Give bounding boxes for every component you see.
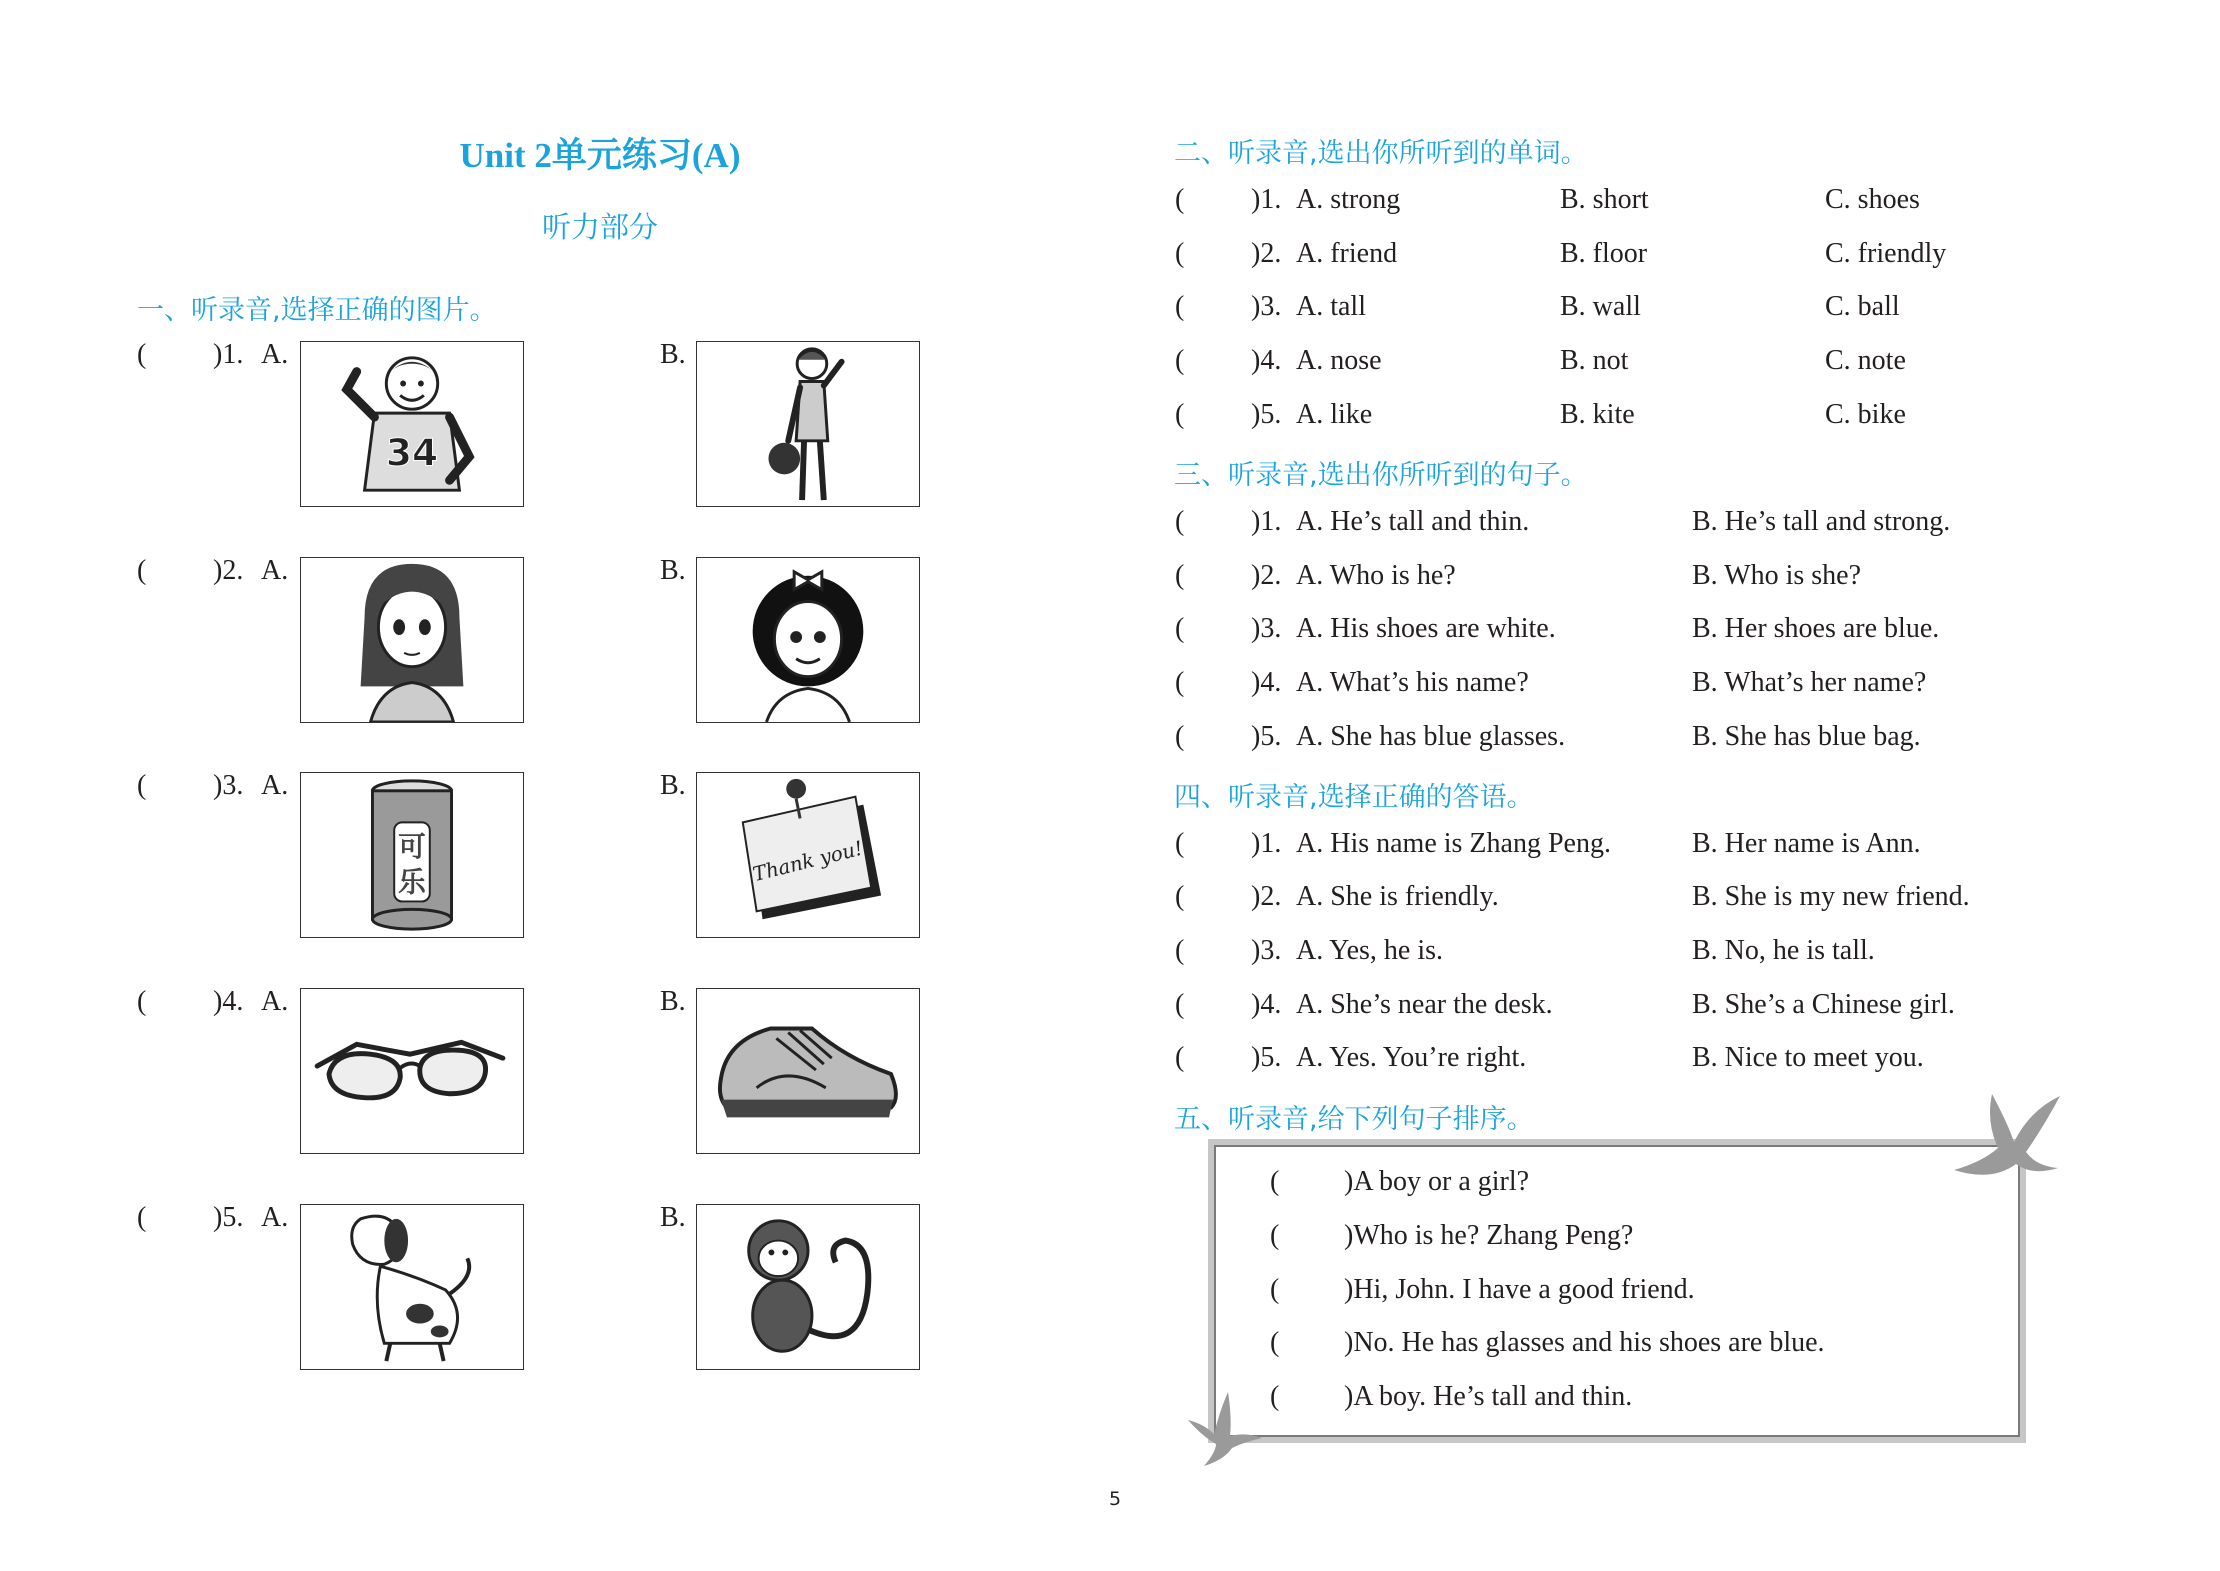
girl-long-hair-picture bbox=[301, 558, 523, 722]
picture-cola-can[interactable] bbox=[300, 772, 524, 938]
answer-blank-open: ( bbox=[1175, 935, 1185, 966]
page-subtitle: 听力部分 bbox=[541, 210, 658, 244]
answer-blank-open: ( bbox=[1175, 881, 1185, 912]
answer-blank-open: ( bbox=[1175, 238, 1185, 269]
answer-blank-open: ( bbox=[1270, 1381, 1280, 1412]
question-number: )5. bbox=[1251, 1042, 1282, 1073]
option-a: A. strong bbox=[1296, 184, 1401, 215]
option-b: B. not bbox=[1560, 345, 1629, 376]
dog-picture bbox=[301, 1205, 523, 1369]
answer-blank-open: ( bbox=[1175, 1042, 1185, 1073]
option-a: A. What’s his name? bbox=[1296, 667, 1529, 698]
answer-blank-open: ( bbox=[1175, 721, 1185, 752]
picture-boy-jersey[interactable] bbox=[300, 341, 524, 507]
monkey-picture bbox=[697, 1205, 919, 1369]
option-b-label: B. bbox=[660, 1202, 686, 1233]
ordering-sentence: )Who is he? Zhang Peng? bbox=[1344, 1220, 1634, 1251]
option-b: B. She’s a Chinese girl. bbox=[1692, 989, 1955, 1020]
option-a: A. Who is he? bbox=[1296, 560, 1456, 591]
answer-blank-open: ( bbox=[137, 555, 147, 586]
option-a-label: A. bbox=[261, 986, 289, 1017]
option-a: A. She’s near the desk. bbox=[1296, 989, 1553, 1020]
question-number: )1. bbox=[213, 339, 244, 370]
question-number: )5. bbox=[1251, 399, 1282, 430]
bird-icon bbox=[1184, 1390, 1264, 1470]
answer-blank-open: ( bbox=[137, 1202, 147, 1233]
option-b: B. wall bbox=[1560, 291, 1641, 322]
answer-blank-open: ( bbox=[1175, 345, 1185, 376]
answer-blank-open: ( bbox=[137, 986, 147, 1017]
option-a: A. friend bbox=[1296, 238, 1398, 269]
option-c: C. friendly bbox=[1825, 238, 1947, 269]
option-b-label: B. bbox=[660, 770, 686, 801]
section3-heading: 三、听录音,选出你所听到的句子。 bbox=[1174, 460, 1588, 491]
ordering-sentence: )A boy or a girl? bbox=[1344, 1166, 1530, 1197]
glasses-picture bbox=[301, 989, 523, 1153]
picture-sneakers[interactable] bbox=[696, 988, 920, 1154]
option-a: A. nose bbox=[1296, 345, 1382, 376]
answer-blank-open: ( bbox=[1175, 506, 1185, 537]
sneakers-picture bbox=[697, 989, 919, 1153]
option-a: A. like bbox=[1296, 399, 1373, 430]
option-b: B. She is my new friend. bbox=[1692, 881, 1970, 912]
option-b: B. floor bbox=[1560, 238, 1648, 269]
picture-glasses[interactable] bbox=[300, 988, 524, 1154]
picture-girl-long-hair[interactable] bbox=[300, 557, 524, 723]
svg-text:34: 34 bbox=[385, 430, 439, 475]
question-number: )2. bbox=[1251, 560, 1282, 591]
answer-blank-open: ( bbox=[1175, 291, 1185, 322]
boy-basketball-picture bbox=[697, 342, 919, 506]
option-a: A. Yes. You’re right. bbox=[1296, 1042, 1527, 1073]
question-number: )3. bbox=[1251, 291, 1282, 322]
question-number: )3. bbox=[1251, 935, 1282, 966]
cola-can-picture bbox=[301, 773, 523, 937]
answer-blank-open: ( bbox=[1175, 613, 1185, 644]
option-a: A. His shoes are white. bbox=[1296, 613, 1556, 644]
ordering-sentence: )No. He has glasses and his shoes are blue. bbox=[1344, 1327, 1825, 1358]
question-number: )2. bbox=[213, 555, 244, 586]
option-a: A. She is friendly. bbox=[1296, 881, 1499, 912]
option-c: C. ball bbox=[1825, 291, 1900, 322]
option-a: A. His name is Zhang Peng. bbox=[1296, 828, 1611, 859]
page-title: Unit 2单元练习(A) bbox=[459, 136, 741, 175]
option-b: B. What’s her name? bbox=[1692, 667, 1927, 698]
thank-you-note-picture bbox=[697, 773, 919, 937]
option-b: B. No, he is tall. bbox=[1692, 935, 1875, 966]
question-number: )4. bbox=[1251, 345, 1282, 376]
picture-boy-basketball[interactable] bbox=[696, 341, 920, 507]
question-number: )3. bbox=[1251, 613, 1282, 644]
answer-blank-open: ( bbox=[1270, 1166, 1280, 1197]
question-number: )4. bbox=[1251, 989, 1282, 1020]
girl-curly-hair-picture bbox=[697, 558, 919, 722]
question-number: )1. bbox=[1251, 184, 1282, 215]
ordering-sentence: )A boy. He’s tall and thin. bbox=[1344, 1381, 1633, 1412]
option-b-label: B. bbox=[660, 555, 686, 586]
option-a: A. She has blue glasses. bbox=[1296, 721, 1566, 752]
picture-monkey[interactable] bbox=[696, 1204, 920, 1370]
answer-blank-open: ( bbox=[1270, 1274, 1280, 1305]
bird-icon bbox=[1946, 1090, 2066, 1190]
answer-blank-open: ( bbox=[1175, 399, 1185, 430]
picture-dog[interactable] bbox=[300, 1204, 524, 1370]
question-number: )2. bbox=[1251, 881, 1282, 912]
question-number: )3. bbox=[213, 770, 244, 801]
answer-blank-open: ( bbox=[1175, 989, 1185, 1020]
question-number: )4. bbox=[1251, 667, 1282, 698]
answer-blank-open: ( bbox=[1175, 184, 1185, 215]
section5-heading: 五、听录音,给下列句子排序。 bbox=[1174, 1104, 1534, 1135]
option-a-label: A. bbox=[261, 339, 289, 370]
option-b: B. Nice to meet you. bbox=[1692, 1042, 1924, 1073]
picture-thank-you-note[interactable] bbox=[696, 772, 920, 938]
option-b: B. Who is she? bbox=[1692, 560, 1862, 591]
answer-blank-open: ( bbox=[137, 770, 147, 801]
answer-blank-open: ( bbox=[1270, 1220, 1280, 1251]
question-number: )5. bbox=[213, 1202, 244, 1233]
section4-heading: 四、听录音,选择正确的答语。 bbox=[1174, 782, 1534, 813]
question-number: )4. bbox=[213, 986, 244, 1017]
option-b-label: B. bbox=[660, 339, 686, 370]
answer-blank-open: ( bbox=[1175, 667, 1185, 698]
option-a-label: A. bbox=[261, 555, 289, 586]
option-c: C. shoes bbox=[1825, 184, 1920, 215]
answer-blank-open: ( bbox=[1175, 560, 1185, 591]
boy-jersey-picture bbox=[301, 342, 523, 506]
picture-girl-curly-hair[interactable] bbox=[696, 557, 920, 723]
cola-char-2: 乐 bbox=[398, 865, 426, 899]
option-b-label: B. bbox=[660, 986, 686, 1017]
option-b: B. Her name is Ann. bbox=[1692, 828, 1921, 859]
option-b: B. He’s tall and strong. bbox=[1692, 506, 1951, 537]
answer-blank-open: ( bbox=[1175, 828, 1185, 859]
option-a: A. Yes, he is. bbox=[1296, 935, 1444, 966]
option-c: C. bike bbox=[1825, 399, 1906, 430]
question-number: )5. bbox=[1251, 721, 1282, 752]
option-c: C. note bbox=[1825, 345, 1906, 376]
page-number: 5 bbox=[1108, 1488, 1122, 1510]
option-a-label: A. bbox=[261, 1202, 289, 1233]
option-b: B. She has blue bag. bbox=[1692, 721, 1921, 752]
option-a: A. He’s tall and thin. bbox=[1296, 506, 1530, 537]
note-text: Thank you! bbox=[750, 836, 866, 887]
answer-blank-open: ( bbox=[1270, 1327, 1280, 1358]
answer-blank-open: ( bbox=[137, 339, 147, 370]
section1-heading: 一、听录音,选择正确的图片。 bbox=[137, 295, 497, 326]
question-number: )1. bbox=[1251, 506, 1282, 537]
option-b: B. short bbox=[1560, 184, 1649, 215]
cola-char-1: 可 bbox=[398, 829, 426, 863]
question-number: )1. bbox=[1251, 828, 1282, 859]
section2-heading: 二、听录音,选出你所听到的单词。 bbox=[1174, 138, 1588, 169]
option-a: A. tall bbox=[1296, 291, 1366, 322]
option-a-label: A. bbox=[261, 770, 289, 801]
ordering-sentence: )Hi, John. I have a good friend. bbox=[1344, 1274, 1695, 1305]
question-number: )2. bbox=[1251, 238, 1282, 269]
option-b: B. kite bbox=[1560, 399, 1635, 430]
option-b: B. Her shoes are blue. bbox=[1692, 613, 1940, 644]
